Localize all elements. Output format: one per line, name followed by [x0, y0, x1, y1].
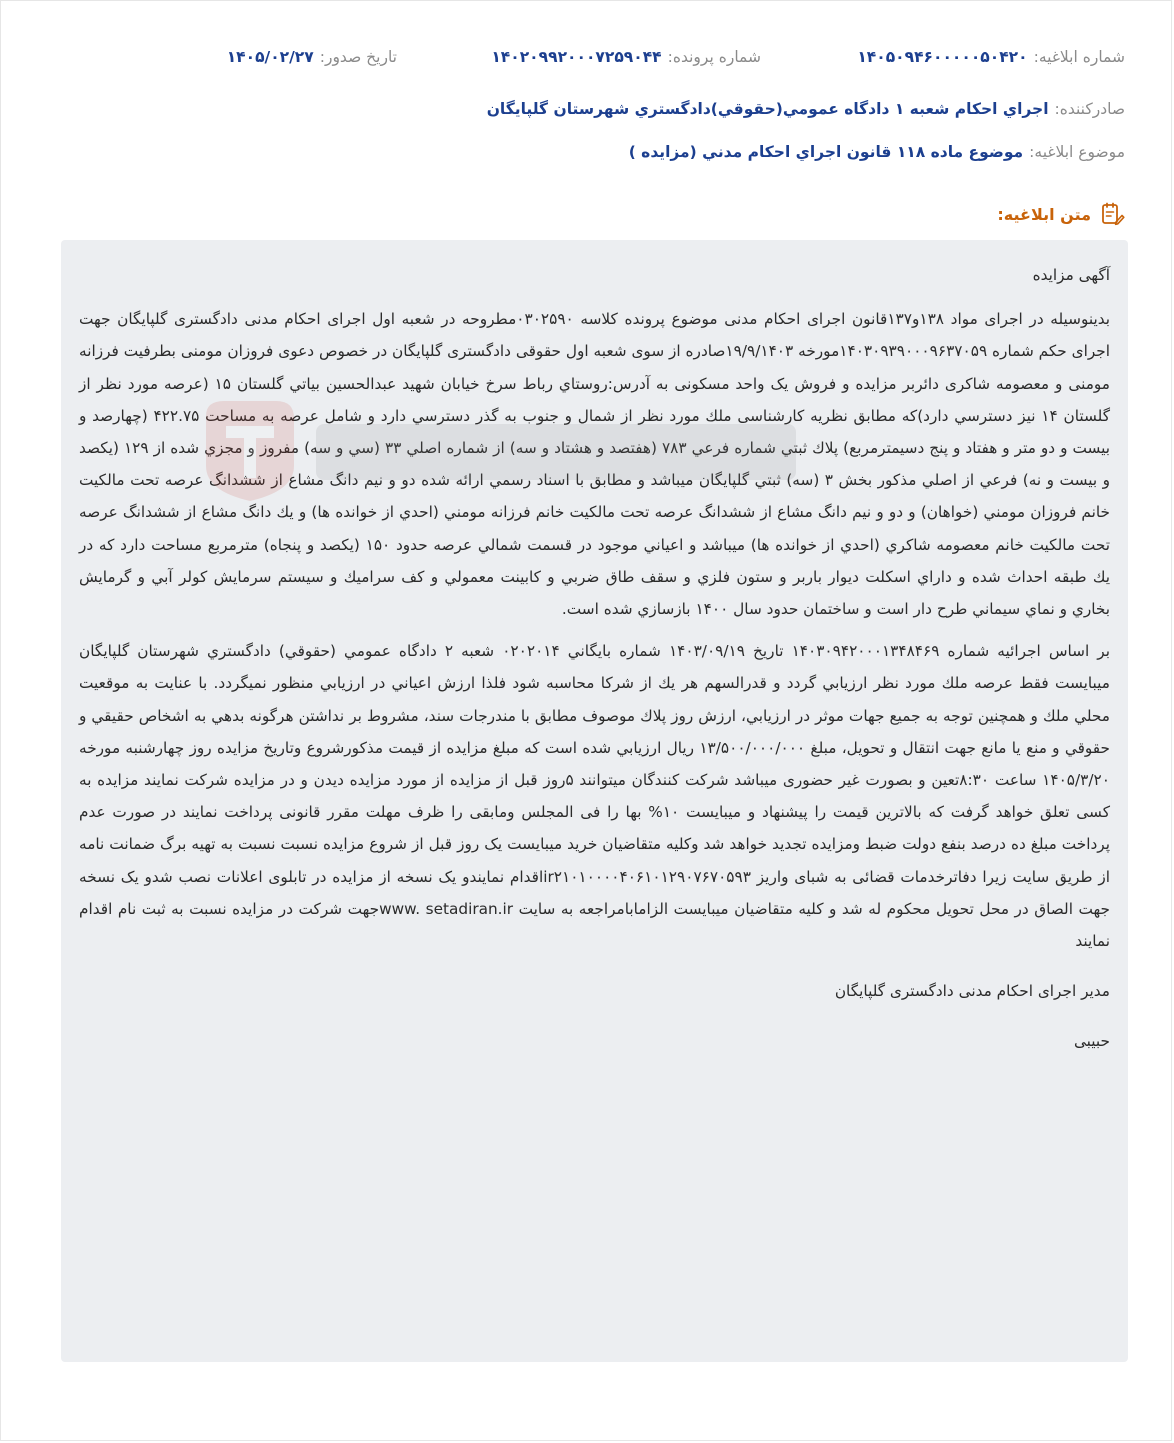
notice-paragraph-2: بر اساس اجرائیه شماره ۱۴۰۳۰۹۴۲۰۰۰۱۳۴۸۴۶۹ تاريخ ۱۴۰۳/۰۹/۱۹ شماره بايگاني ۰۲۰۲۰۱۴ شعبه ۲ دادگاه عمومي (حقوقي) دادگستري شهرستان گلپايگان ميبايست فقط عرصه ملك مورد نظر ارزيابي گردد و قدرالسهم هر يك از شركا محاسبه شود فلذا ارزش اعياني در ارزيابي منظور نميگردد. با عنايت به موقعيت محلي ملك و همچنين توجه به جميع جهات موثر در ارزيابي، ارزش روز پلاك موصوف مطابق با مندرجات سند، مشروط بر نداشتن هرگونه بدهي به اشخاص حقيقي و حقوقي و منع يا مانع جهت انتقال و تحويل، مبلغ ۱۳/۵۰۰/۰۰۰/۰۰۰ ريال ارزيابي شده است که مبلغ مزایده از قیمت مذکورشروع وتاریخ مزایده روز چهارشنبه مورخه ۱۴۰۵/۳/۲۰ ساعت ۸:۳۰تعین و بصورت غیر حضوری میباشد شرکت کنندگان میتوانند ۵روز قبل از مزایده از مورد مزایده دیدن و در مزایده شرکت نمایند مزایده به کسی تعلق خواهد گرفت که بالاترین قیمت را پیشنهاد و میبایست ۱۰% بها را فی المجلس ومابقی را ظرف مهلت مقرر قانونی پرداخت نمایند در صورت عدم پرداخت مبلغ ده درصد بنفع دولت ضبط ومزایده تجدید خواهد شد وکلیه متقاضیان خرید میبایست یک روز قبل از شروع مزایده نسبت نسبت به تهیه برگ ضمانت نامه از طریق سایت زیرا دفاترخدمات قضائی به شبای واریز ir۲۱۰۱۰۰۰۰۴۰۶۱۰۱۲۹۰۷۶۷۰۵۹۳اقدام نمایندو یک نسخه از مزایده در تابلوی اعلانات نصب شدو یک نسخه جهت الصاق در محل تحویل محکوم له شد و کلیه متقاضیان میبایست الزامابامراجعه به سایت www. setadiran.irجهت شرکت در مزایده نسبت به ثبت نام اقدام نمایند	[79, 642, 1111, 951]
subject-label: موضوع ابلاغیه:	[1029, 143, 1125, 161]
document-pen-icon	[1099, 201, 1125, 227]
notice-body	[61, 240, 1128, 1362]
issue-date	[227, 48, 397, 66]
case-number-value: ۱۴۰۲۰۹۹۲۰۰۰۷۲۵۹۰۴۴	[491, 48, 662, 66]
signer-title: مدیر اجرای احکام مدنی دادگستری گلپایگان	[834, 982, 1110, 1001]
notice-title: آگهی مزایده	[1032, 266, 1110, 284]
subject-row	[41, 143, 1125, 161]
issue-date-label: تاریخ صدور:	[319, 48, 397, 66]
subject-value: موضوع ماده ۱۱۸ قانون اجراي احکام مدني (مزايده )	[628, 143, 1024, 161]
notice-paragraph-1: بدینوسیله در اجرای مواد ۱۳۸و۱۳۷قانون اجرای احکام مدنی موضوع پرونده کلاسه ۰۳۰۲۵۹۰مطروحه در شعبه اول اجرای احکام مدنی دادگستری گلپایگان جهت اجرای حکم شماره ۱۴۰۳۰۹۳۹۰۰۰۹۶۳۷۰۵۹مورخه ۱۹/۹/۱۴۰۳صادره از سوی شعبه اول حقوقی دادگستری گلپایگان در خصوص دعوی فروزان مومنی بطرفیت فرزانه مومنی و معصومه شاکری دائربر مزایده و فروش یک واحد مسکونی به آدرس:روستاي رباط سرخ خيابان شهيد عبدالحسين بياتي گلستان ۱۵ (عرصه مورد نظر از گلستان ۱۴ نيز دسترسي دارد)که مطابق نظريه کارشناسی ملك مورد نظر از شمال و جنوب به گذر دسترسي دارد و شامل عرصه به مساحت ۴۲۲.۷۵ (چهارصد و بيست و دو متر و هفتاد و پنج دسيمترمربع) پلاك ثبتي شماره فرعي ۷۸۳ (هفتصد و هشتاد و سه) از شماره اصلي ۳۳ (سي و سه) مفروز و مجزي شده از ۱۲۹ (يكصد و بيست و نه) فرعي از اصلي مذكور بخش ۳ (سه) ثبتي گلپايگان ميباشد و مطابق با اسناد رسمي ارائه شده دو و نيم دانگ مشاع از ششدانگ عرصه تحت مالكيت خانم فروزان مومني (خواهان) و دو و نيم دانگ مشاع از ششدانگ عرصه تحت مالكيت خانم فرزانه مومني (احدي از خوانده ها) و يك دانگ مشاع از ششدانگ عرصه تحت مالكيت خانم معصومه شاكري (احدي از خوانده ها) ميباشد و اعياني موجود در قسمت شمالي عرصه حدود ۱۵۰ (يكصد و پنجاه) مترمربع مساحت دارد كه در يك طبقه احداث شده و داراي اسكلت ديوار باربر و ستون فلزي و سقف طاق ضربي و كابينت معمولي و كف سراميك و سيستم سرمايش كولر آبي و گرمايش بخاري و نماي سيماني طرح دار است و ساختمان حدود سال ۱۴۰۰ بازسازي شده است.	[79, 310, 1111, 619]
notice-number-label: شماره ابلاغیه:	[1033, 48, 1125, 66]
case-number	[491, 48, 761, 66]
issuer-row	[41, 100, 1125, 118]
notice-text-heading	[997, 201, 1125, 227]
signer-name: حبیبی	[1073, 1032, 1110, 1051]
issuer-label: صادرکننده:	[1054, 100, 1125, 118]
notice-number-value: ۱۴۰۵۰۹۴۶۰۰۰۰۰۵۰۴۲۰	[857, 48, 1028, 66]
notice-number	[857, 48, 1125, 66]
notice-text-heading-label: متن ابلاغیه:	[997, 204, 1091, 224]
issuer-value: اجراي احکام شعبه ۱ دادگاه عمومي(حقوقي)دادگستري شهرستان گلپايگان	[486, 100, 1049, 118]
case-number-label: شماره پرونده:	[667, 48, 761, 66]
issue-date-value: ۱۴۰۵/۰۲/۲۷	[226, 48, 314, 66]
